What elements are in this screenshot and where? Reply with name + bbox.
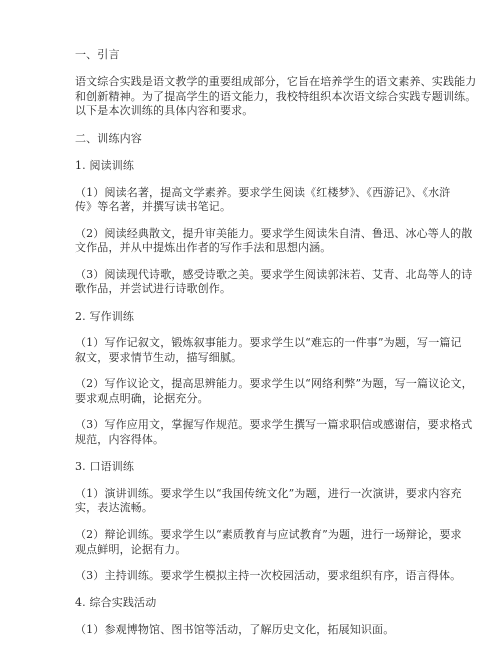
reading-item-1-line-1: （1）阅读名著，提高文学素养。要求学生阅读《红楼梦》、《西游记》、《水浒	[75, 185, 451, 199]
speaking-item-1-line-2: 实，表达流畅。	[75, 501, 154, 515]
writing-item-1-line-2: 叙文，要求情节生动，描写细腻。	[75, 350, 243, 364]
intro-paragraph-line-2: 和创新精神。为了提高学生的语文能力，我校特组织本次语文综合实践专题训练。	[75, 89, 477, 103]
reading-item-3-line-2: 歌作品，并尝试进行诗歌创作。	[75, 282, 232, 296]
reading-item-1-line-2: 传》等名著，并撰写读书笔记。	[75, 200, 232, 214]
speaking-item-2-line-1: （2）辩论训练。要求学生以“素质教育与应试教育”为题，进行一场辩论，要求	[75, 528, 462, 541]
section-heading-introduction: 一、引言	[75, 48, 120, 61]
subheading-writing: 2. 写作训练	[75, 309, 135, 323]
speaking-item-1-line-1: （1）演讲训练。要求学生以“我国传统文化”为题，进行一次演讲，要求内容充	[75, 486, 462, 500]
subheading-activities: 4. 综合实践活动	[75, 596, 157, 610]
reading-item-2-line-1: （2）阅读经典散文，提升审美能力。要求学生阅读朱自清、鲁迅、冰心等人的散	[75, 226, 473, 240]
reading-item-2-line-2: 文作品，并从中提炼出作者的写作手法和思想内涵。	[75, 241, 332, 255]
speaking-item-3-line-1: （3）主持训练。要求学生模拟主持一次校园活动，要求组织有序，语言得体。	[75, 569, 462, 582]
reading-item-3-line-1: （3）阅读现代诗歌，感受诗歌之美。要求学生阅读郭沫若、艾青、北岛等人的诗	[75, 267, 473, 281]
speaking-item-2-line-2: 观点鲜明，论据有力。	[75, 542, 187, 556]
subheading-speaking: 3. 口语训练	[75, 460, 135, 474]
writing-item-1-line-1: （1）写作记叙文，锻炼叙事能力。要求学生以“难忘的一件事”为题，写一篇记	[75, 336, 462, 350]
activities-item-1-line-1: （1）参观博物馆、图书馆等活动，了解历史文化，拓展知识面。	[75, 623, 395, 636]
writing-item-2-line-1: （2）写作议论文，提高思辨能力。要求学生以“网络利弊”为题，写一篇议论文，	[75, 377, 473, 391]
intro-paragraph-line-1: 语文综合实践是语文教学的重要组成部分，它旨在培养学生的语文素养、实践能力	[75, 75, 477, 89]
section-heading-training-content: 二、训练内容	[75, 131, 142, 145]
writing-item-3-line-2: 规范，内容得体。	[75, 432, 165, 446]
intro-paragraph-line-3: 以下是本次训练的具体内容和要求。	[75, 104, 254, 118]
subheading-reading: 1. 阅读训练	[75, 159, 135, 173]
writing-item-2-line-2: 要求观点明确，论据充分。	[75, 391, 209, 405]
writing-item-3-line-1: （3）写作应用文，掌握写作规范。要求学生撰写一篇求职信或感谢信，要求格式	[75, 418, 473, 432]
